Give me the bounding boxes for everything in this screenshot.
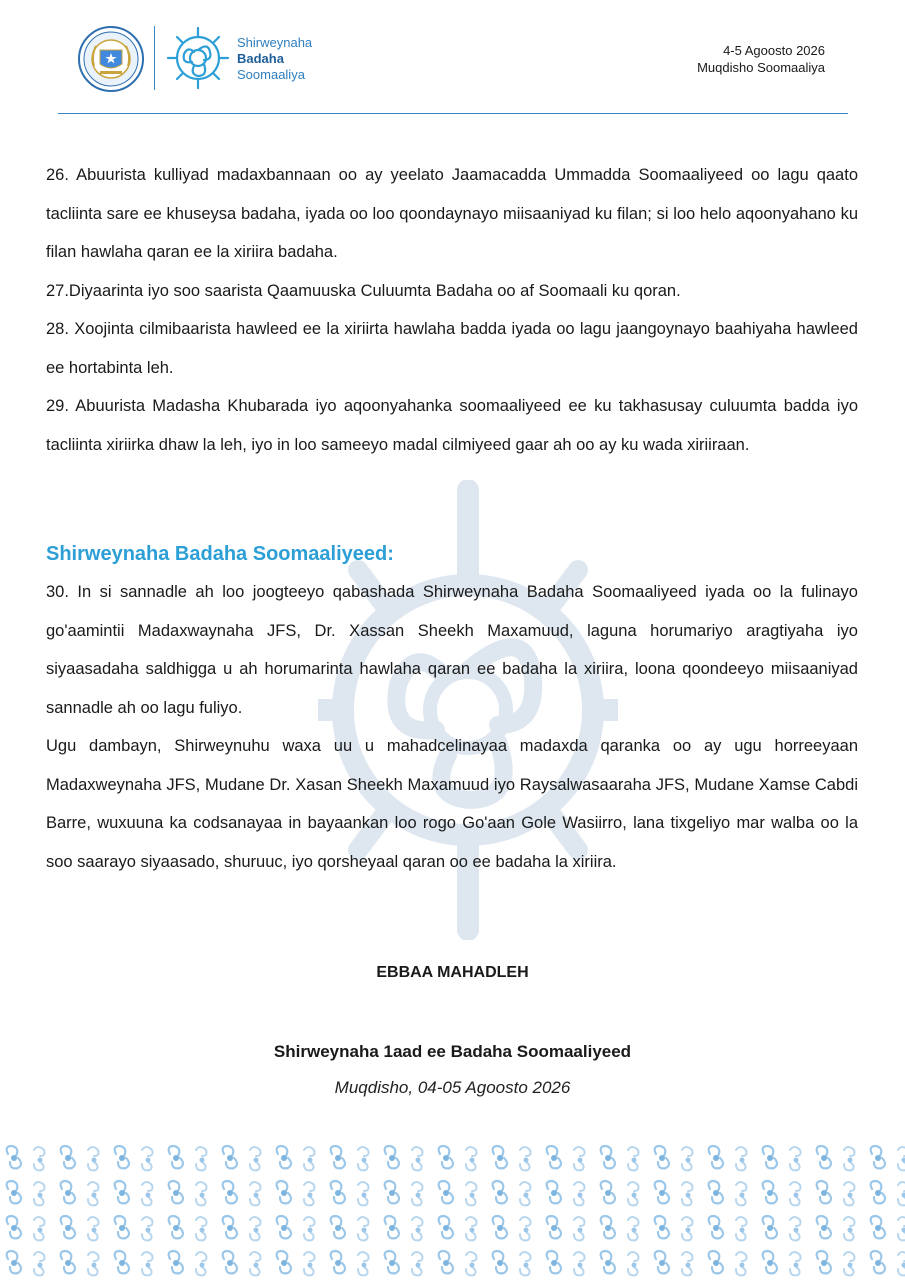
ship-wheel-logo-icon: [164, 24, 232, 92]
brand-line-1: Shirweynaha: [237, 35, 313, 50]
header-divider: [154, 26, 155, 90]
paragraph-26: 26. Abuurista kulliyad madaxbannaan oo ay yeelato Jaamacadda Ummadda Soomaaliyeed oo lagu qaato tacliinta sare ee khuseysa badaha, iyada oo loo qoondaynayo miisaaniyad ku filan; si loo helo aqoonyahano ku filan hawlaha qaran ee la xiriira badaha.: [46, 166, 858, 261]
somalia-coat-of-arms-seal-icon: [78, 26, 144, 92]
header-date: 4-5 Agoosto 2026: [723, 43, 825, 58]
closing-signatory: Shirweynaha 1aad ee Badaha Soomaaliyeed: [273, 1042, 632, 1061]
paragraph-28: 28. Xoojinta cilmibaarista hawleed ee la xiriirta hawlaha badda iyada oo lagu jaangoynayo baahiyaha hawleed ee hortabinta leh.: [46, 320, 858, 377]
brand-name: [237, 35, 312, 83]
closing-place-date: Muqdisho, 04-05 Agoosto 2026: [334, 1078, 571, 1097]
wave-pattern-icon: [0, 1140, 905, 1280]
header-date-location: [697, 42, 825, 76]
letterhead: [0, 0, 905, 120]
section-paragraphs: [46, 573, 858, 881]
section-title: Shirweynaha Badaha Soomaaliyeed:: [46, 543, 394, 565]
paragraph-closing-remarks: Ugu dambayn, Shirweynuhu waxa uu u mahadcelinayaa madaxda qaranka oo ay ugu horreeyaan Madaxweynaha JFS, Mudane Dr. Xasan Sheekh Maxamuud iyo Raysalwasaaraha JFS, Mudane Xamse Cabdi Barre, wuxuuna ka codsanayaa in bayaankan loo rogo Go'aan Gole Wasiirro, lana tixgeliyo mar walba oo la soo saarayo siyaasado, shuruuc, iyo qorsheyaal qaran oo ee badaha la xiriira.: [46, 737, 858, 871]
brand-line-3: Soomaaliya: [237, 67, 305, 82]
paragraph-30: 30. In si sannadle ah loo joogteeyo qabashada Shirweynaha Badaha Soomaaliyeed iyada oo la fulinayo go'aamintii Madaxwaynaha JFS, Dr. Xassan Sheekh Maxamuud, laguna horumariyo aragtiyaha iyo siyaasadaha saldhigga u ah horumarinta hawlaha qaran ee badaha la xiriira, loona qoondeeyo miisaaniyad sannadle ah oo lagu fuliyo.: [46, 583, 858, 717]
body-paragraphs: [46, 156, 858, 464]
closing-thanks: EBBAA MAHADLEH: [376, 964, 529, 981]
brand-line-2: Badaha: [237, 51, 284, 66]
header-location: Muqdisho Soomaaliya: [697, 60, 825, 75]
header-rule: [58, 113, 848, 114]
paragraph-29: 29. Abuurista Madasha Khubarada iyo aqoonyahanka soomaaliyeed ee ku takhasusay culuumta badda iyo tacliinta xiriirka dhaw la leh, iyo in loo sameeyo madal cilmiyeed gaar ah oo ay ku wada xiriiraan.: [46, 397, 858, 454]
paragraph-27: 27.Diyaarinta iyo soo saarista Qaamuuska Culuumta Badaha oo af Soomaali ku qoran.: [46, 281, 681, 300]
